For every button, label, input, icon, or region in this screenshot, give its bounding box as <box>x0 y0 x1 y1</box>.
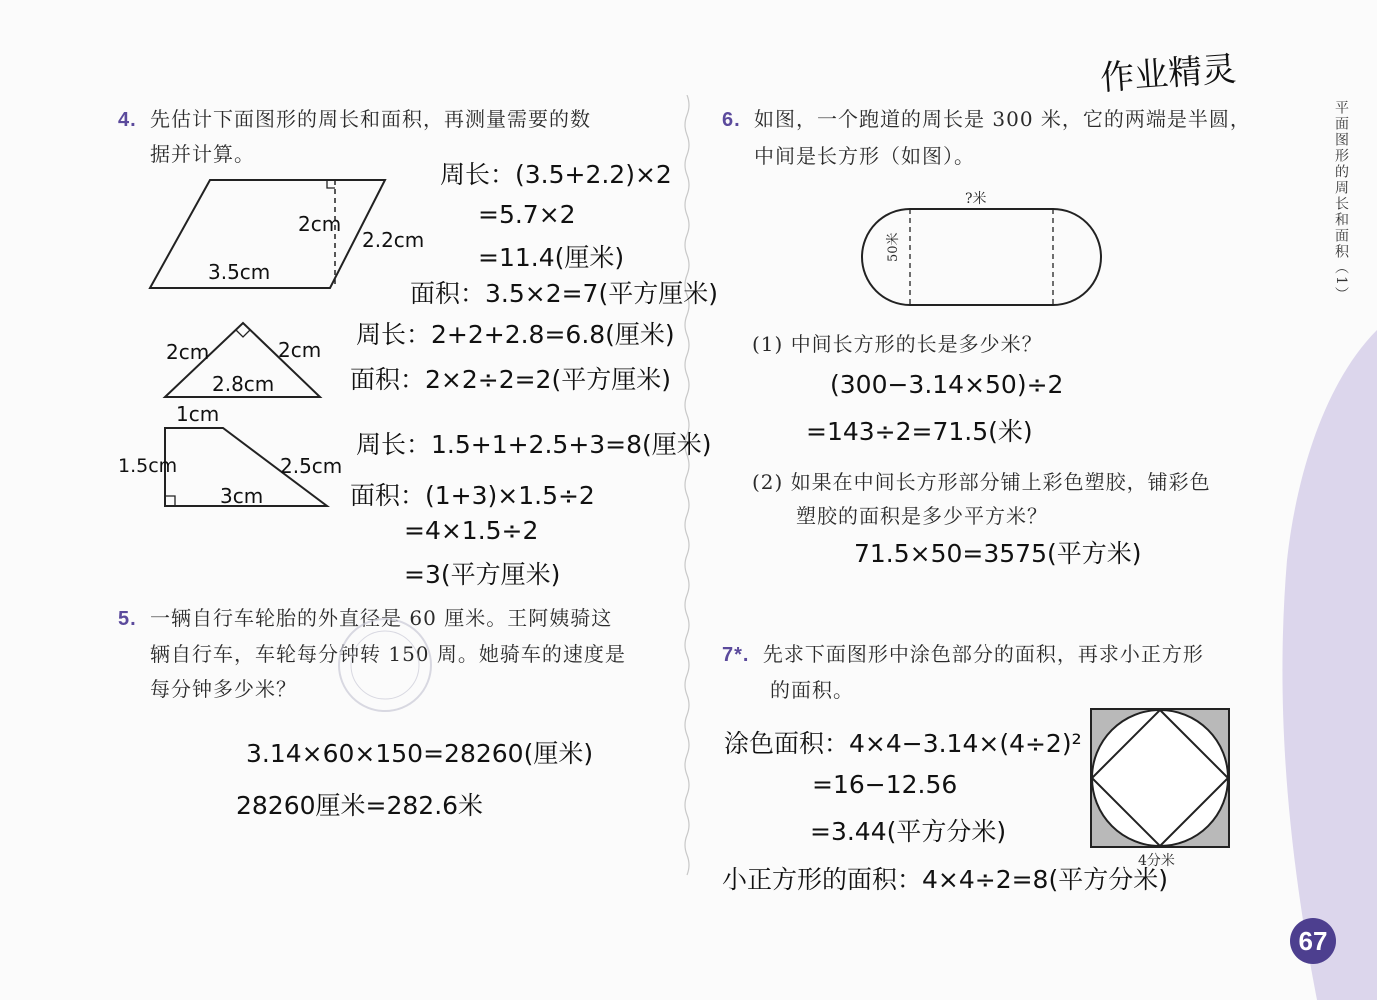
answer-line: (300−3.14×50)÷2 <box>830 370 1064 399</box>
answer-line: 周长：1.5+1+2.5+3=8(厘米) <box>356 430 712 459</box>
answer-line: 面积：(1+3)×1.5÷2 <box>350 481 595 510</box>
triangle-left-label: 2cm <box>166 340 210 364</box>
question-text-continued: 每分钟多少米？ <box>150 677 297 701</box>
answer-line: 28260厘米=282.6米 <box>236 791 484 820</box>
answer-line: 3.14×60×150=28260(厘米) <box>246 739 594 768</box>
brand-logo: 作业精灵 <box>1099 49 1238 99</box>
answer-line: =4×1.5÷2 <box>404 516 539 545</box>
question-number: 4. <box>118 109 137 131</box>
question-number: 7*. <box>722 644 750 666</box>
question-text: 先估计下面图形的周长和面积，再测量需要的数 <box>150 107 592 131</box>
sub-question-2: (2) 如果在中间长方形部分铺上彩色塑胶，铺彩色 <box>752 470 1211 494</box>
question-number: 6. <box>722 109 741 131</box>
page-divider <box>682 95 692 895</box>
parallelogram-side-label: 2.2cm <box>362 228 425 252</box>
figure-side-label: 4分米 <box>1138 853 1175 869</box>
answer-line: =143÷2=71.5(米) <box>806 417 1033 446</box>
trapezoid-slant-label: 2.5cm <box>280 454 343 478</box>
question-text: 一辆自行车轮胎的外直径是 60 厘米。王阿姨骑这 <box>150 606 613 630</box>
answer-line: =16−12.56 <box>812 770 958 799</box>
chapter-title: 平面图形的周长和面积（1） <box>1333 100 1349 303</box>
question-4 <box>118 103 591 132</box>
answer-line: 涂色面积：4×4−3.14×(4÷2)² <box>724 729 1082 758</box>
sub-question-1: (1) 中间长方形的长是多少米？ <box>752 332 1043 356</box>
answer-line: 周长：2+2+2.8=6.8(厘米) <box>356 320 675 349</box>
track-width-label: 50米 <box>886 232 901 262</box>
answer-line: =3.44(平方分米) <box>810 817 1007 846</box>
question-text-continued: 据并计算。 <box>150 142 255 166</box>
question-text-continued: 中间是长方形（如图）。 <box>754 144 975 168</box>
sub-question-2-continued: 塑胶的面积是多少平方米？ <box>796 504 1048 528</box>
triangle-right-label: 2cm <box>278 338 322 362</box>
answer-line: =5.7×2 <box>478 200 576 229</box>
track-length-label: ?米 <box>965 191 987 207</box>
trapezoid-left-label: 1.5cm <box>118 455 178 477</box>
triangle-base-label: 2.8cm <box>212 372 275 396</box>
question-7 <box>722 638 1204 667</box>
answer-line: =11.4(厘米) <box>478 243 625 272</box>
page-number-badge: 67 <box>1290 918 1336 964</box>
square-circle-figure <box>1090 708 1230 848</box>
question-text-continued: 辆自行车，车轮每分钟转 150 周。她骑车的速度是 <box>150 642 626 666</box>
watermark-stamp <box>330 610 440 720</box>
parallelogram-base-label: 3.5cm <box>208 260 271 284</box>
parallelogram-height-label: 2cm <box>298 212 342 236</box>
answer-line: 小正方形的面积：4×4÷2=8(平方分米) <box>722 865 1168 894</box>
decorative-band <box>1257 0 1377 1000</box>
answer-line: 面积：2×2÷2=2(平方厘米) <box>350 365 671 394</box>
trapezoid-top-label: 1cm <box>176 402 220 426</box>
question-number: 5. <box>118 608 137 630</box>
question-text: 如图，一个跑道的周长是 300 米，它的两端是半圆， <box>754 107 1251 131</box>
trapezoid-base-label: 3cm <box>220 484 264 508</box>
answer-line: 面积：3.5×2=7(平方厘米) <box>410 279 718 308</box>
question-text-continued: 的面积。 <box>770 678 854 702</box>
question-6 <box>722 103 1251 132</box>
answer-line: =3(平方厘米) <box>404 560 561 589</box>
answer-line: 71.5×50=3575(平方米) <box>854 539 1142 568</box>
question-text: 先求下面图形中涂色部分的面积，再求小正方形 <box>762 642 1204 666</box>
answer-line: 周长：(3.5+2.2)×2 <box>440 160 672 189</box>
